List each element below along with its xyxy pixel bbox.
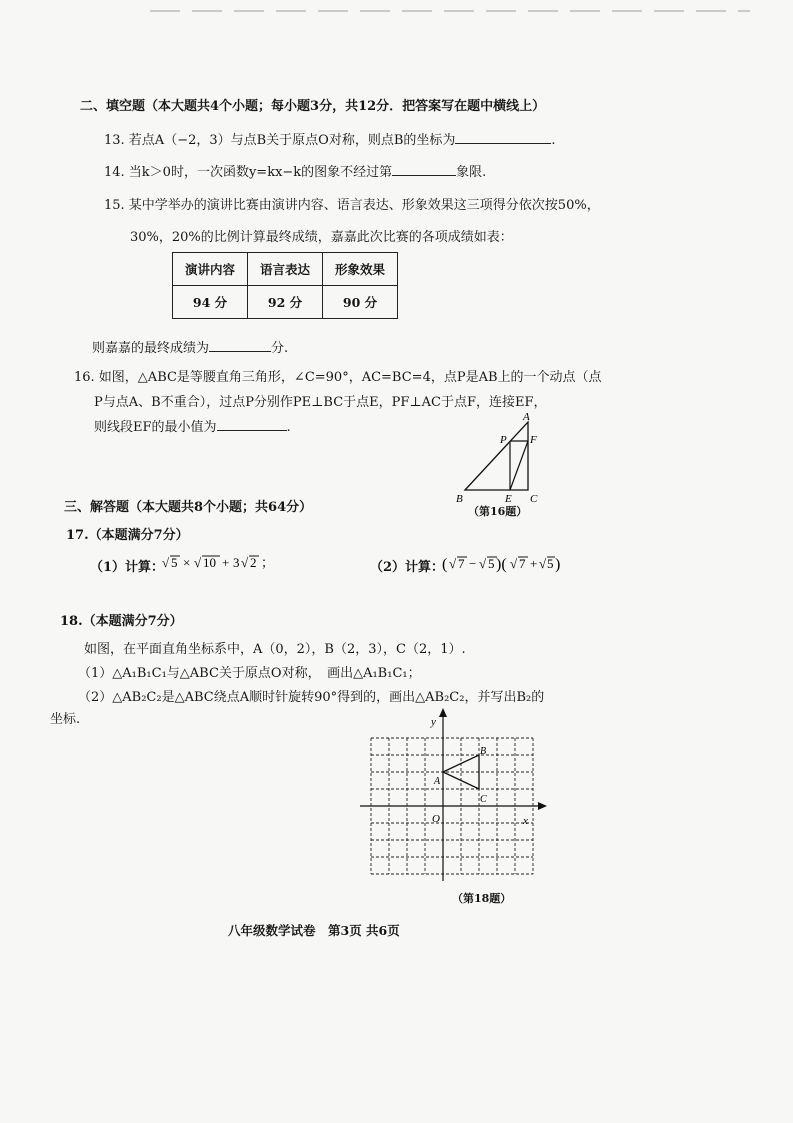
question-15-answer-text: 则嘉嘉的最终成绩为 [92, 341, 210, 356]
question-16-end: . [286, 420, 291, 435]
score-header-expression: 语言表达 [248, 253, 323, 286]
question-14 [104, 161, 486, 180]
question-14-end: 象限. [456, 165, 487, 180]
svg-text:+: + [530, 556, 538, 571]
svg-text:): ) [555, 556, 561, 573]
question-15-line2: 30%，20%的比例计算最终成绩，嘉嘉此次比赛的各项成绩如表： [130, 230, 513, 245]
svg-text:+: + [222, 555, 230, 570]
svg-text:3: 3 [233, 555, 240, 570]
label-c: C [530, 493, 538, 505]
score-table-value-row [173, 286, 398, 319]
svg-text:√: √ [241, 555, 249, 570]
score-header-image: 形象效果 [323, 253, 398, 286]
question-16-line1: 16. 如图，△ABC是等腰直角三角形，∠C=90°，AC=BC=4，点P是AB上的一个动点（点 [74, 370, 602, 385]
svg-text:√: √ [510, 556, 518, 571]
answer-blank-13[interactable] [455, 143, 551, 144]
answer-blank-15[interactable] [209, 351, 271, 352]
segment-ef [510, 441, 528, 490]
point-c-label: C [480, 794, 487, 805]
svg-text:√: √ [539, 556, 547, 571]
question-15-answer-end: 分. [271, 341, 289, 356]
question-15-line1: 15. 某中学举办的演讲比赛由演讲内容、语言表达、形象效果这三项得分依次按50%， [104, 198, 600, 213]
expression-17-2 [440, 552, 560, 578]
section-title-fill-in: 二、填空题（本大题共4个小题；每小题3分，共12分．把答案写在题中横线上） [80, 99, 546, 114]
svg-text:；: ； [261, 555, 275, 570]
figure-18-caption: （第18题） [452, 892, 512, 905]
label-f: F [530, 434, 537, 446]
label-p: P [500, 434, 507, 446]
figure-18-coordinate-grid [355, 705, 550, 885]
question-16-line3 [94, 416, 291, 435]
svg-text:5: 5 [488, 556, 495, 571]
question-18-title: 18.（本题满分7分） [60, 614, 183, 629]
triangle-abc [465, 422, 528, 490]
question-16-line2: P与点A、B不重合），过点P分别作PE⊥BC于点E，PF⊥AC于点F，连接EF， [94, 395, 547, 410]
question-16-line3-text: 则线段EF的最小值为 [94, 420, 217, 435]
question-18-part2-line1: （2）△AB₂C₂是△ABC绕点A顺时针旋转90°得到的，画出△AB₂C₂，并写出B₂的 [78, 690, 545, 705]
answer-blank-14[interactable] [392, 175, 456, 176]
axis-label-x: x [523, 815, 528, 827]
expression-17-1 [160, 552, 275, 574]
svg-text:5: 5 [547, 556, 554, 571]
question-18-part2-line2: 坐标. [50, 712, 81, 727]
label-b: B [456, 493, 463, 505]
svg-text:7: 7 [458, 556, 465, 571]
svg-text:2: 2 [250, 555, 257, 570]
score-value-image: 90 分 [323, 286, 398, 319]
scan-edge-mark [150, 8, 750, 14]
score-value-content: 94 分 [173, 286, 248, 319]
figure-16-caption: （第16题） [468, 505, 528, 518]
svg-text:(: ( [442, 556, 448, 573]
question-13 [104, 129, 556, 148]
label-e: E [505, 493, 512, 505]
question-18-intro: 如图，在平面直角坐标系中，A（0，2），B（2，3），C（2，1）. [84, 642, 466, 657]
question-13-text: 13. 若点A（−2，3）与点B关于原点O对称，则点B的坐标为 [104, 133, 456, 148]
section-title-solve: 三、解答题（本大题共8个小题；共64分） [64, 500, 313, 515]
svg-text:√: √ [479, 556, 487, 571]
svg-text:×: × [183, 555, 191, 570]
question-17-part1-label: （1）计算： [90, 560, 165, 575]
question-15-answer [92, 337, 288, 356]
question-14-text: 14. 当k＞0时，一次函数y=kx−k的图象不经过第 [104, 165, 393, 180]
label-a: A [523, 411, 530, 423]
svg-text:)(: )( [496, 556, 507, 573]
axis-label-y: y [431, 716, 436, 728]
score-header-content: 演讲内容 [173, 253, 248, 286]
svg-text:√: √ [194, 555, 202, 570]
x-axis-arrow [538, 802, 547, 810]
question-18-part1: （1）△A₁B₁C₁与△ABC关于原点O对称， 画出△A₁B₁C₁； [78, 666, 421, 681]
score-value-expression: 92 分 [248, 286, 323, 319]
score-table [172, 252, 398, 319]
question-17-part2-label: （2）计算： [370, 560, 445, 575]
svg-text:5: 5 [171, 555, 178, 570]
svg-text:√: √ [162, 555, 170, 570]
svg-text:10: 10 [203, 555, 216, 570]
page-footer: 八年级数学试卷 第3页 共6页 [228, 923, 400, 938]
svg-text:√: √ [449, 556, 457, 571]
point-a-label: A [434, 776, 441, 787]
svg-text:−: − [469, 556, 477, 571]
point-b-label: B [480, 746, 487, 757]
question-17-title: 17.（本题满分7分） [66, 528, 189, 543]
svg-text:7: 7 [519, 556, 526, 571]
score-table-header-row [173, 253, 398, 286]
answer-blank-16[interactable] [217, 430, 287, 431]
y-axis-arrow [439, 708, 447, 717]
origin-label: O [432, 813, 440, 825]
question-13-end: . [551, 133, 556, 148]
